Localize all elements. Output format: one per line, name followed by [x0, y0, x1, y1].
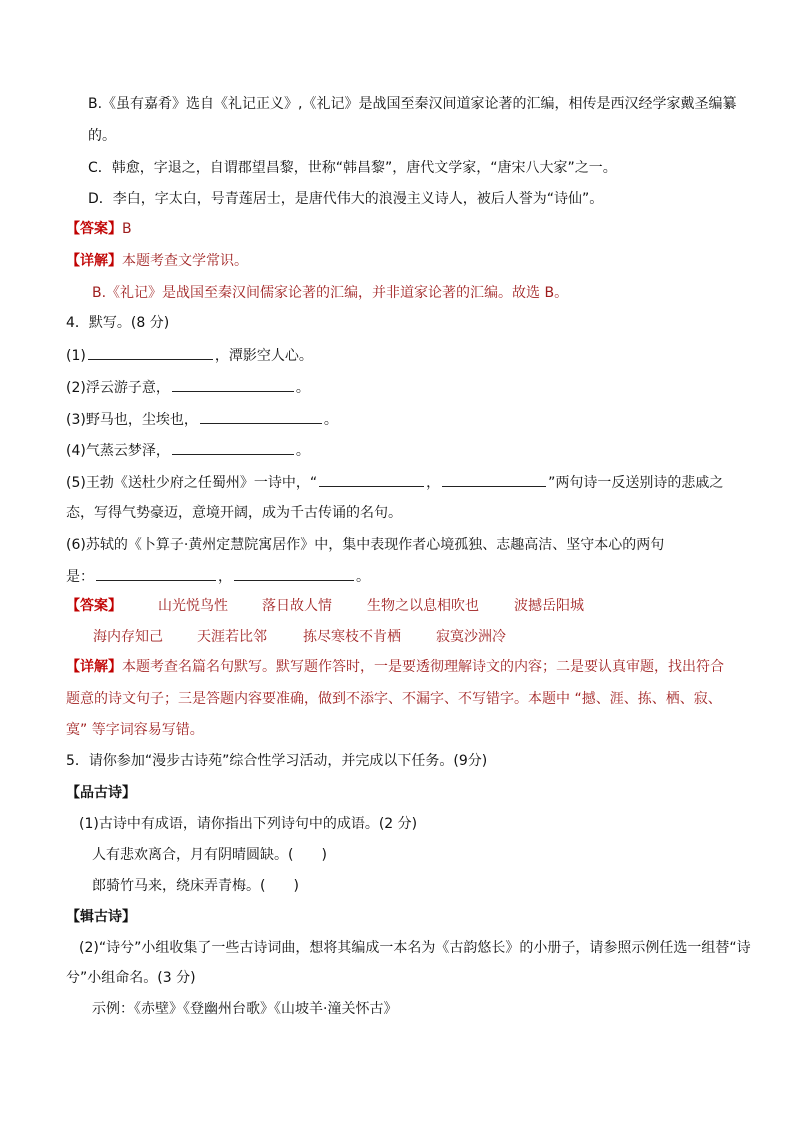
- q5-example: 示例：《赤壁》《登幽州台歌》《山坡羊·潼关怀古》: [92, 1001, 398, 1017]
- explain-tag: 【详解】: [66, 253, 122, 269]
- q4-item5-text-a: (5)王勃《送杜少府之任蜀州》一诗中，“: [66, 475, 318, 491]
- q4-title: 4．默写。(8 分): [66, 315, 170, 331]
- q3-explain: [66, 251, 248, 271]
- answer-blank[interactable]: [172, 440, 294, 455]
- q4-answer-tag: 【答案】: [66, 598, 122, 614]
- q4-item-4: [66, 440, 310, 461]
- q4-item-1: [66, 345, 313, 366]
- q4-answer-item: 海内存知己: [93, 629, 163, 645]
- q5-sub2-line2: 兮”小组命名。(3 分): [66, 970, 196, 986]
- q4-item-prefix: (4)气蒸云梦泽，: [66, 443, 170, 459]
- q4-item6-text-a: 是：: [66, 569, 94, 585]
- answer-blank[interactable]: [200, 409, 322, 424]
- explain-tag: 【详解】: [66, 659, 122, 675]
- q5-section-ji: 【辑古诗】: [66, 909, 136, 925]
- answer-blank[interactable]: [234, 566, 354, 581]
- q4-item-6-line1: (6)苏轼的《卜算子·黄州定慧院寓居作》中，集中表现作者心境孤独、志趣高洁、坚守本心的两句: [66, 537, 665, 553]
- q4-explain-line3: 寞” 等字词容易写错。: [66, 722, 204, 738]
- q4-item-prefix: (3)野马也，尘埃也，: [66, 412, 198, 428]
- q4-answer-item: 天涯若比邻: [197, 629, 267, 645]
- q4-item-after: 。: [295, 380, 310, 396]
- q3-option-b-line1: B.《虽有嘉肴》选自《礼记正义》,《礼记》是战国至秦汉间道家论著的汇编，相传是西汉经学家戴圣编纂: [88, 96, 737, 112]
- answer-blank[interactable]: [88, 345, 213, 360]
- q4-answer-item: 落日故人情: [262, 598, 332, 614]
- q4-item-prefix: (1): [66, 348, 86, 364]
- q4-item-after: 。: [323, 412, 338, 428]
- answer-value: B: [122, 221, 132, 237]
- answer-blank[interactable]: [96, 566, 216, 581]
- q4-item5-text-b: ，: [426, 475, 441, 491]
- q5-section-pin: 【品古诗】: [66, 785, 136, 801]
- q4-item-6-line2: [66, 566, 370, 587]
- q3-option-c: C．韩愈，字退之，自谓郡望昌黎，世称“韩昌黎”，唐代文学家，“唐宋八大家”之一。: [88, 160, 617, 176]
- q3-explain-detail: B.《礼记》是战国至秦汉间儒家论著的汇编，并非道家论著的汇编。故选 B。: [92, 285, 569, 301]
- answer-blank[interactable]: [442, 472, 546, 487]
- q4-item-prefix: (2)浮云游子意，: [66, 380, 170, 396]
- q3-option-d: D．李白，字太白，号青莲居士，是唐代伟大的浪漫主义诗人，被后人誉为“诗仙”。: [88, 191, 604, 207]
- q4-answer-item: 拣尽寒枝不肯栖: [303, 629, 401, 645]
- q4-item-after: 。: [295, 443, 310, 459]
- q3-answer: [66, 219, 132, 239]
- q4-item-3: [66, 409, 338, 430]
- q3-option-b-line2: 的。: [88, 128, 116, 144]
- q4-item-2: [66, 377, 310, 398]
- q4-explain-line2: 题意的诗文句子；三是答题内容要准确，做到不添字、不漏字、不写错字。本题中 “撼、涯、拣、栖、寂、: [66, 691, 722, 707]
- answer-tag: 【答案】: [66, 221, 122, 237]
- q4-item6-text-c: 。: [356, 569, 370, 585]
- q4-item-5-line1: [66, 472, 723, 493]
- explain-text: 本题考查名篇名句默写。默写题作答时，一是要透彻理解诗文的内容；二是要认真审题，找出符合: [122, 659, 724, 675]
- q4-item6-text-b: ，: [218, 569, 232, 585]
- q5-poem-2: 郎骑竹马来，绕床弄青梅。( ): [92, 878, 299, 894]
- q4-answer-item: 寂寞沙洲冷: [436, 629, 506, 645]
- q4-answer-item: 山光悦鸟性: [158, 598, 228, 614]
- q5-poem-1: 人有悲欢离合，月有阴晴圆缺。( ): [92, 847, 327, 863]
- q4-explain-line1: [66, 657, 724, 677]
- q4-item5-text-c: ”两句诗一反送别诗的悲戚之: [548, 475, 724, 491]
- q4-item-5-line2: 态，写得气势豪迈，意境开阔，成为千古传诵的名句。: [66, 505, 402, 521]
- q4-item-after: ，潭影空人心。: [214, 348, 313, 364]
- answer-blank[interactable]: [172, 377, 294, 392]
- q5-sub2-line1: (2)“诗兮”小组收集了一些古诗词曲，想将其编成一本名为《古韵悠长》的小册子，请参照示例任选一组替“诗: [79, 940, 751, 956]
- answer-blank[interactable]: [319, 472, 424, 487]
- q5-title: 5．请你参加“漫步古诗苑”综合性学习活动，并完成以下任务。(9分): [66, 753, 488, 769]
- q5-sub1: (1)古诗中有成语，请你指出下列诗句中的成语。(2 分): [79, 816, 418, 832]
- q4-answer-item: 波撼岳阳城: [514, 598, 584, 614]
- q4-answer-item: 生物之以息相吹也: [367, 598, 479, 614]
- explain-text: 本题考查文学常识。: [122, 253, 248, 269]
